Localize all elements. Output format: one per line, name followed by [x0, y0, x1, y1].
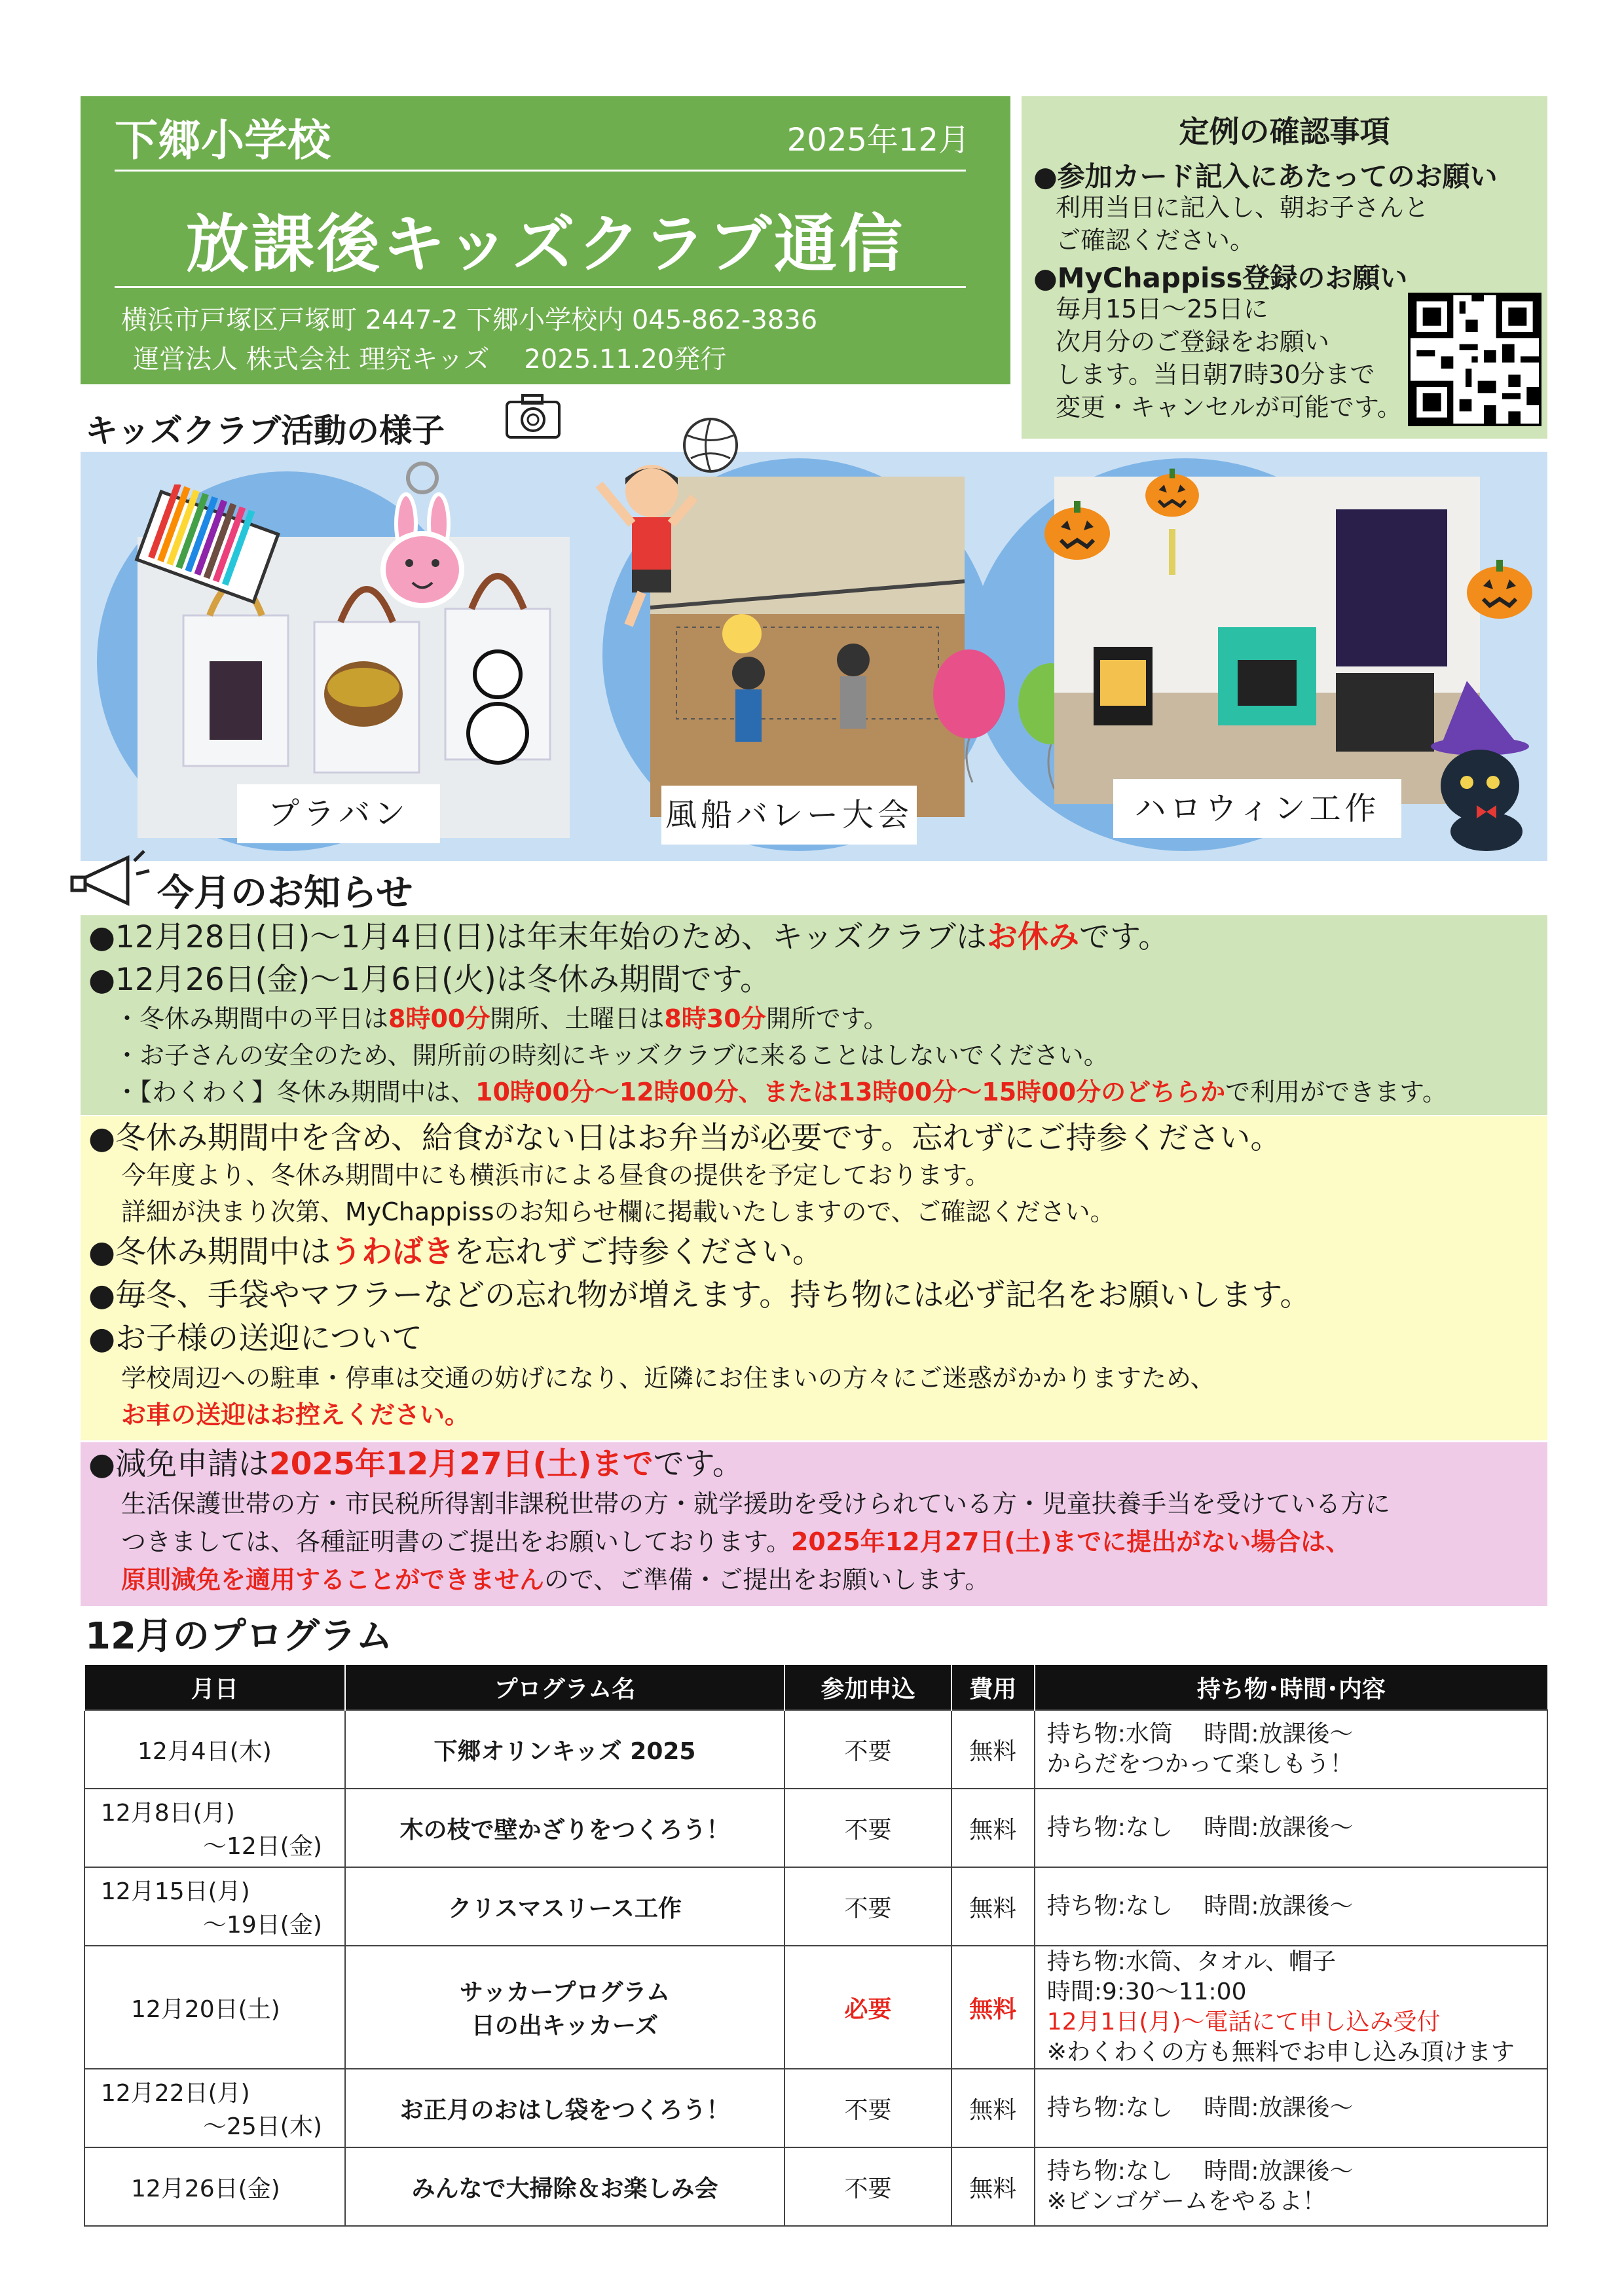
camera-icon: [504, 392, 562, 440]
table-row: [84, 1710, 1547, 1789]
date-cell: 12月20日(土): [84, 1946, 345, 2069]
notice-line: 生活保護世帯の方・市民税所得割非課税世帯の方・就学援助を受けられている方・児童扶養手当を受けている方に: [121, 1489, 1391, 1518]
regular-item-text: 変更・キャンセルが可能です。: [1056, 393, 1402, 422]
table-row: [84, 2147, 1547, 2226]
fee-cell: 無料: [951, 1710, 1035, 1789]
column-header: 参加申込: [784, 1665, 951, 1710]
issue-month: 2025年12月: [786, 122, 970, 158]
notice-line: お車の送迎はお控えください。: [121, 1400, 470, 1429]
fee-cell: 無料: [951, 1867, 1035, 1946]
regular-item-text: 毎月15日～25日に: [1056, 295, 1268, 323]
activity-section-title: キッズクラブ活動の様子: [85, 412, 445, 450]
table-row: [84, 1867, 1547, 1946]
details-cell: 持ち物:なし 時間:放課後～: [1035, 1789, 1547, 1867]
operator-info: 運営法人 株式会社 理究キッズ 2025.11.20発行: [133, 344, 727, 374]
table-row: [84, 2069, 1547, 2147]
caption-balloon-volleyball: 風船バレー大会: [661, 786, 917, 845]
colored-pencils-icon: [124, 484, 288, 615]
header-divider: [115, 170, 966, 172]
pumpkin-icon: [1041, 498, 1113, 563]
apply-cell: 不要: [784, 1789, 951, 1867]
details-cell: 持ち物:水筒 時間:放課後～ からだをつかって楽しもう！: [1035, 1710, 1547, 1789]
pumpkin-icon: [1143, 465, 1202, 520]
notice-line: 今年度より、冬休み期間中にも横浜市による昼食の提供を予定しております。: [121, 1161, 990, 1190]
halloween-craft-photo: [1054, 477, 1480, 804]
apply-cell: 不要: [784, 2069, 951, 2147]
program-name-cell: クリスマスリース工作: [345, 1867, 784, 1946]
date-cell: 12月4日(木): [84, 1710, 345, 1789]
apply-cell: 不要: [784, 1867, 951, 1946]
details-cell: 持ち物:なし 時間:放課後～ ※ビンゴゲームをやるよ！: [1035, 2147, 1547, 2226]
pumpkin-icon: [1464, 556, 1536, 622]
rabbit-keychain-icon: [367, 458, 478, 622]
school-name: 下郷小学校: [115, 115, 331, 166]
notice-line: ●冬休み期間中を含め、給食がない日はお弁当が必要です。忘れずにご持参ください。: [88, 1120, 1282, 1156]
notice-line: 詳細が決まり次第、MyChappissのお知らせ欄に掲載いたしますので、ご確認ください。: [121, 1197, 1115, 1226]
notice-line: ●毎冬、手袋やマフラーなどの忘れ物が増えます。持ち物には必ず記名をお願いします。: [88, 1277, 1311, 1313]
fee-cell: 無料: [951, 1946, 1035, 2069]
date-cell: 12月15日(月) ～19日(金): [84, 1867, 345, 1946]
apply-cell: 必要: [784, 1946, 951, 2069]
program-name-cell: サッカープログラム 日の出キッカーズ: [345, 1946, 784, 2069]
column-header: プログラム名: [345, 1665, 784, 1710]
address: 横浜市戸塚区戸塚町 2447-2 下郷小学校内 045-862-3836: [121, 305, 818, 335]
column-header: 費用: [951, 1665, 1035, 1710]
column-header: 持ち物･時間･内容: [1035, 1665, 1547, 1710]
notice-fee-reduction: [81, 1442, 1547, 1606]
table-header-row: [84, 1665, 1547, 1710]
notice-line: ●12月26日(金)～1月6日(火)は冬休み期間です。: [88, 962, 771, 998]
fee-cell: 無料: [951, 2147, 1035, 2226]
megaphone-icon: [65, 845, 151, 910]
newsletter-title: 放課後キッズクラブ通信: [185, 208, 906, 281]
notice-line: 学校周辺への駐車・停車は交通の妨げになり、近隣にお住まいの方々にご迷惑がかかりますため、: [121, 1364, 1215, 1393]
details-cell: 持ち物:水筒、タオル、帽子 時間:9:30～11:00 12月1日(月)～電話にて申し込み受付 ※わくわくの方も無料でお申し込み頂けます: [1035, 1946, 1547, 2069]
notice-line: ・お子さんの安全のため、開所前の時刻にキッズクラブに来ることはしないでください。: [115, 1041, 1109, 1070]
qr-code-icon[interactable]: [1408, 293, 1541, 426]
column-header: 月日: [84, 1665, 345, 1710]
date-cell: 12月8日(月) ～12日(金): [84, 1789, 345, 1867]
regular-item-text: 利用当日に記入し、朝お子さんと: [1056, 193, 1430, 222]
notice-lunch-and-belongings: [81, 1116, 1547, 1440]
black-cat-witch-icon: [1428, 674, 1552, 851]
notice-line: ●冬休み期間中はうわばきを忘れずご持参ください。: [88, 1234, 824, 1270]
fee-cell: 無料: [951, 1789, 1035, 1867]
fee-cell: 無料: [951, 2069, 1035, 2147]
apply-cell: 不要: [784, 1710, 951, 1789]
notice-line: つきましては、各種証明書のご提出をお願いしております。2025年12月27日(土)までに提出がない場合は、: [121, 1527, 1351, 1556]
regular-item-text: ご確認ください。: [1056, 226, 1255, 255]
program-name-cell: 下郷オリンキッズ 2025: [345, 1710, 784, 1789]
volleyball-icon: [681, 416, 740, 475]
program-name-cell: お正月のおはし袋をつくろう！: [345, 2069, 784, 2147]
balloon-red-icon: [927, 648, 1012, 786]
date-cell: 12月26日(金): [84, 2147, 345, 2226]
header-banner: [81, 96, 1010, 384]
program-table: [84, 1665, 1548, 2227]
program-section-title: 12月のプログラム: [85, 1615, 393, 1658]
table-row: [84, 1946, 1547, 2069]
apply-cell: 不要: [784, 2147, 951, 2226]
regular-item-text: 次月分のご登録をお願い: [1056, 327, 1330, 356]
notice-line: ●12月28日(日)～1月4日(日)は年末年始のため、キッズクラブはお休みです。: [88, 919, 1170, 955]
details-cell: 持ち物:なし 時間:放課後～: [1035, 2069, 1547, 2147]
notice-line: ・冬休み期間中の平日は8時00分開所、土曜日は8時30分開所です。: [115, 1004, 889, 1033]
caption-halloween-craft: ハロウィン工作: [1113, 779, 1401, 838]
date-cell: 12月22日(月) ～25日(木): [84, 2069, 345, 2147]
program-name-cell: みんなで大掃除＆お楽しみ会: [345, 2147, 784, 2226]
details-cell: 持ち物:なし 時間:放課後～: [1035, 1867, 1547, 1946]
caption-plaban: プラバン: [237, 784, 440, 843]
regular-item-heading: ●MyChappiss登録のお願い: [1033, 262, 1408, 294]
regular-item-heading: ●参加カード記入にあたってのお願い: [1033, 160, 1498, 192]
notice-line: 原則減免を適用することができませんので、ご準備・ご提出をお願いします。: [121, 1565, 990, 1594]
notices-title: 今月のお知らせ: [157, 872, 413, 915]
notice-winter-break: [81, 915, 1547, 1115]
notice-line: ●減免申請は2025年12月27日(土)までです。: [88, 1446, 743, 1482]
regular-item-text: します。当日朝7時30分まで: [1056, 360, 1375, 389]
notice-line: ●お子様の送迎について: [88, 1321, 423, 1357]
table-row: [84, 1789, 1547, 1867]
regular-notes-box: [1022, 96, 1547, 439]
program-name-cell: 木の枝で壁かざりをつくろう！: [345, 1789, 784, 1867]
notice-line: ・【わくわく】冬休み期間中は、10時00分～12時00分、または13時00分～15時00分のどちらかで利用ができます。: [115, 1078, 1448, 1106]
regular-notes-title: 定例の確認事項: [1179, 114, 1390, 149]
header-divider: [115, 286, 966, 288]
